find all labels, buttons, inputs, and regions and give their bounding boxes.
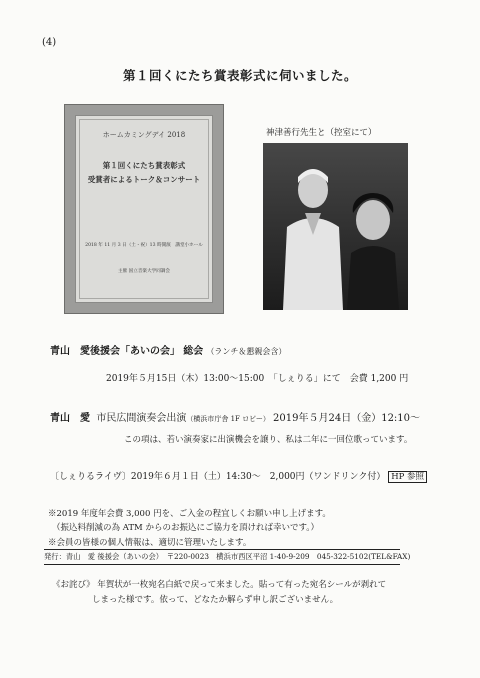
- section2-paren: （横浜市庁舎 1F ロビー）: [186, 415, 270, 423]
- section2-note: この項は、若い演奏家に出演機会を譲り、私は二年に一回位歌っています。: [124, 435, 413, 445]
- portrait-illustration: [263, 143, 408, 310]
- section1-prefix: 青山 愛後援会: [50, 346, 120, 357]
- section2-date: 2019年５月24日（金）12:10～: [273, 413, 421, 424]
- section1-suffix: 総会: [183, 346, 204, 357]
- section1-name: 「あいの会」: [120, 346, 180, 357]
- apology-line-1: 《お詫び》 年賀状が一枚宛名白紙で戻って来ました。貼って有った宛名シールが剥れて: [52, 580, 387, 590]
- poster-line-5: 主催 国立音楽大学同調会: [118, 269, 170, 274]
- poster-line-2: 第１回くにたち賞表彰式: [102, 161, 186, 170]
- poster-line-3: 受賞者によるトーク＆コンサート: [87, 175, 201, 184]
- publisher-info: 発行：青山 愛 後援会（あいの会） 〒220-0023 横浜市西区平沼 1-40-9-209 045-322-5102(TEL&FAX): [44, 549, 400, 565]
- section2-event: 市民広間演奏会出演: [96, 413, 187, 424]
- poster-line-1: ホームカミングデイ 2018: [102, 131, 186, 139]
- section2-prefix: 青山 愛: [50, 413, 90, 424]
- page-headline: 第１回くにたち賞表彰式に伺いました。: [122, 68, 357, 83]
- page-number: (4): [42, 37, 57, 48]
- apology-line-2: しまった様です。依って、どなたか解らず申し訳ございません。: [92, 595, 339, 605]
- section1-paren: （ランチ＆懇親会含）: [206, 347, 287, 356]
- portrait-photo: [263, 143, 408, 310]
- section-live: [50, 469, 427, 482]
- section1-detail: 2019年５月15日（木）13:00～15:00 「しぇりる」にて 会費 1,200 円: [106, 374, 409, 384]
- note-privacy: ※会員の皆様の個人情報は、適切に管理いたします。: [48, 538, 252, 548]
- poster-line-4: 2018 年 11 月 3 日（土・祝）13 時開演 講堂小ホール: [85, 243, 203, 248]
- section3-text: 〔しぇりるライヴ〕2019年６月１日（土）14:30～ 2,000円（ワンドリンク付）: [50, 472, 386, 482]
- poster-frame: [75, 115, 213, 303]
- poster-photo: [64, 104, 224, 314]
- note-fee: ※2019 年度年会費 3,000 円を、ご入金の程宜しくお願い申し上げます。: [48, 509, 331, 519]
- hp-reference-badge: HP 参照: [388, 471, 427, 483]
- photo-caption: 神津善行先生と（控室にて）: [266, 128, 377, 138]
- section-concert: [50, 409, 420, 424]
- note-atm: （振込料削減の為 ATM からのお振込にご協力を頂ければ幸いです。）: [52, 523, 320, 533]
- section-general-meeting: [50, 342, 286, 357]
